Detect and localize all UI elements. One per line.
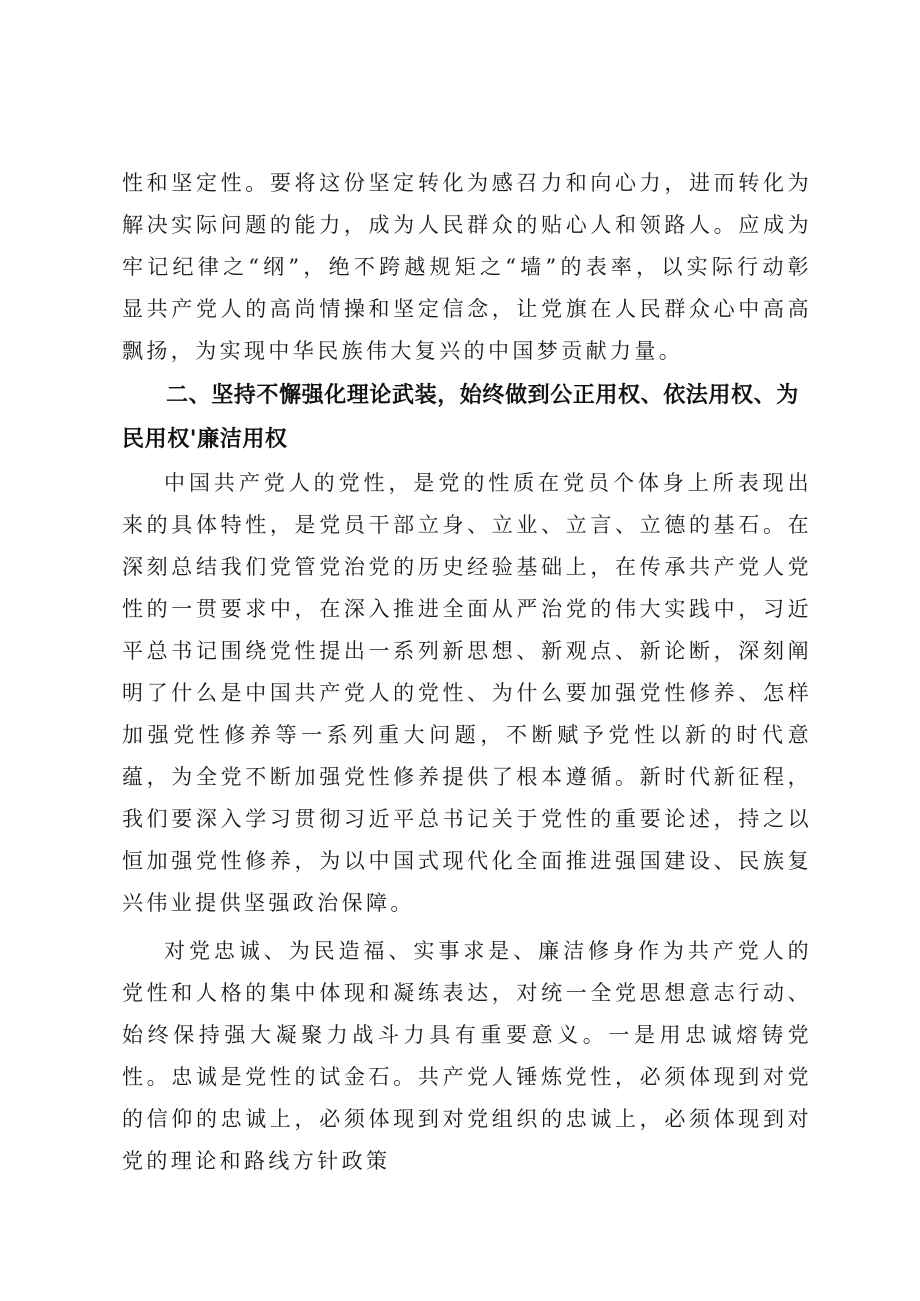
- section-heading: 二、坚持不懈强化理论武装，始终做到公正用权、依法用权、为民用权'廉洁用权: [122, 383, 799, 452]
- document-body: [122, 162, 812, 1182]
- continued-paragraph: 性和坚定性。要将这份坚定转化为感召力和向心力，进而转化为解决实际问题的能力，成为人民群众的贴心人和领路人。应成为牢记纪律之“纲”，绝不跨越规矩之“墙”的表率，以实际行动彰显共产党人的高尚情操和坚定信念，让党旗在人民群众心中高高飘扬，为实现中华民族伟大复兴的中国梦贡献力量。: [122, 171, 812, 363]
- party-nature-paragraph: 中国共产党人的党性，是党的性质在党员个体身上所表现出来的具体特性，是党员干部立身、立业、立言、立德的基石。在深刻总结我们党管党治党的历史经验基础上，在传承共产党人党性的一贯要求中，在深入推进全面从严治党的伟大实践中，习近平总书记围绕党性提出一系列新思想、新观点、新论断，深刻阐明了什么是中国共产党人的党性、为什么要加强党性修养、怎样加强党性修养等一系列重大问题，不断赋予党性以新的时代意蕴，为全党不断加强党性修养提供了根本遵循。新时代新征程，我们要深入学习贯彻习近平总书记关于党性的重要论述，持之以恒加强党性修养，为以中国式现代化全面推进强国建设、民族复兴伟业提供坚强政治保障。: [122, 471, 812, 915]
- loyalty-paragraph: 对党忠诚、为民造福、实事求是、廉洁修身作为共产党人的党性和人格的集中体现和凝练表达，对统一全党思想意志行动、始终保持强大凝聚力战斗力具有重要意义。一是用忠诚熔铸党性。忠诚是党性的试金石。共产党人锤炼党性，必须体现到对党的信仰的忠诚上，必须体现到对党组织的忠诚上，必须体现到对党的理论和路线方针政策: [122, 939, 812, 1173]
